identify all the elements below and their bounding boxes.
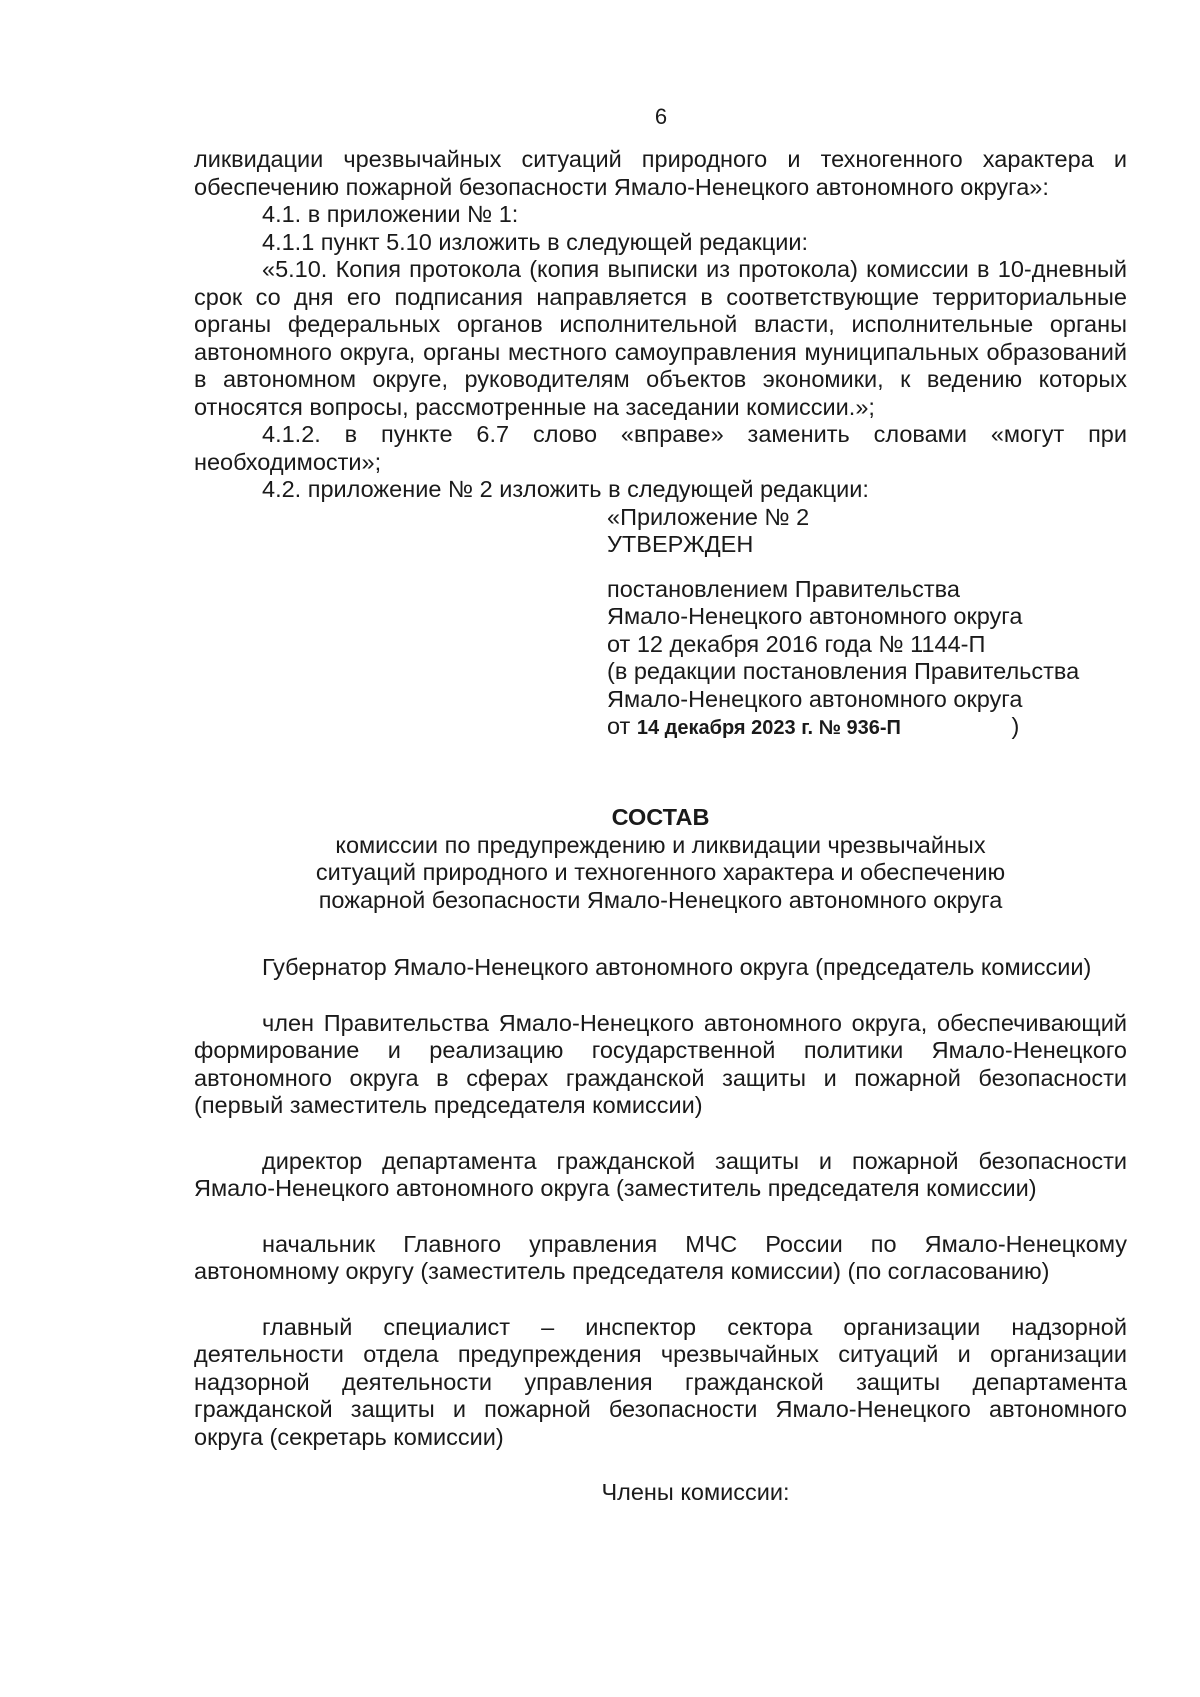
appendix-line-1: постановлением Правительства bbox=[607, 575, 960, 602]
appendix-line-6 bbox=[607, 713, 1127, 743]
composition-subtitle bbox=[281, 832, 1041, 915]
item-4-1-2: 4.1.2. в пункте 6.7 слово «вправе» заменить словами «могут при необходимости»; bbox=[194, 421, 1127, 475]
quote-5-10: «5.10. Копия протокола (копия выписки из протокола) комиссии в 10-дневный срок со дня его подписания направляется в соответствующие территориальные органы федеральных органов исполнительной власти, исполнительные органы автономного округа, органы местного самоуправления муниципальных образований в автономном округе, руководителям объектов экономики, к ведению которых относятся вопросы, рассмотренные на заседании комиссии.»; bbox=[194, 256, 1127, 420]
member-entry-secretary: главный специалист – инспектор сектора организации надзорной деятельности отдела предупреждения чрезвычайных ситуаций и организации надзорной деятельности управления гражданской защиты департамента гражданской защиты и пожарной безопасности Ямало-Ненецкого автономного округа (секретарь комиссии) bbox=[194, 1313, 1127, 1450]
subtitle-line-1: комиссии по предупреждению и ликвидации чрезвычайных bbox=[335, 831, 986, 858]
appendix-line-6-suffix: ) bbox=[1011, 713, 1020, 739]
appendix-line-3: от 12 декабря 2016 года № 1144-П bbox=[607, 630, 986, 657]
member-entry-chairman: Губернатор Ямало-Ненецкого автономного округа (председатель комиссии) bbox=[262, 954, 1092, 980]
member-entry-first-deputy: член Правительства Ямало-Ненецкого автономного округа, обеспечивающий формирование и реализацию государственной политики Ямало-Ненецкого автономного округа в сферах гражданской защиты и пожарной безопасности (первый заместитель председателя комиссии) bbox=[194, 1009, 1127, 1118]
appendix-line-6-prefix: от bbox=[607, 713, 631, 739]
intro-line-1: ликвидации чрезвычайных ситуаций природного и техногенного характера и bbox=[194, 146, 1127, 172]
page-number: 6 bbox=[654, 104, 668, 129]
appendix-line-4: (в редакции постановления Правительства bbox=[607, 658, 1080, 684]
item-4-1: 4.1. в приложении № 1: bbox=[262, 201, 519, 227]
amendment-date: 14 декабря 2023 г. № 936-П bbox=[636, 717, 901, 739]
item-4-1-1: 4.1.1 пункт 5.10 изложить в следующей редакции: bbox=[262, 228, 808, 255]
appendix-line-5: Ямало-Ненецкого автономного округа bbox=[607, 685, 1023, 712]
member-entry-deputy-director: директор департамента гражданской защиты и пожарной безопасности Ямало-Ненецкого автономного округа (заместитель председателя комиссии) bbox=[194, 1147, 1127, 1201]
intro-line-2: обеспечению пожарной безопасности Ямало-Ненецкого автономного округа»: bbox=[194, 173, 1049, 200]
member-entry-deputy-mchs: начальник Главного управления МЧС России по Ямало-Ненецкому автономному округу (заместитель председателя комиссии) (по согласованию) bbox=[194, 1230, 1127, 1284]
appendix-line-2: Ямало-Ненецкого автономного округа bbox=[607, 603, 1023, 629]
members-heading: Члены комиссии: bbox=[601, 1479, 790, 1505]
document-body bbox=[194, 146, 1127, 1507]
composition-title: СОСТАВ bbox=[611, 803, 710, 830]
appendix-label: «Приложение № 2 bbox=[607, 503, 810, 530]
appendix-approved: УТВЕРЖДЕН bbox=[607, 531, 754, 557]
subtitle-line-2: ситуаций природного и техногенного характера и обеспечению bbox=[315, 859, 1006, 885]
appendix-approval-block bbox=[607, 504, 1127, 743]
item-4-2: 4.2. приложение № 2 изложить в следующей редакции: bbox=[262, 476, 869, 502]
subtitle-line-3: пожарной безопасности Ямало-Ненецкого автономного округа bbox=[318, 886, 1003, 913]
